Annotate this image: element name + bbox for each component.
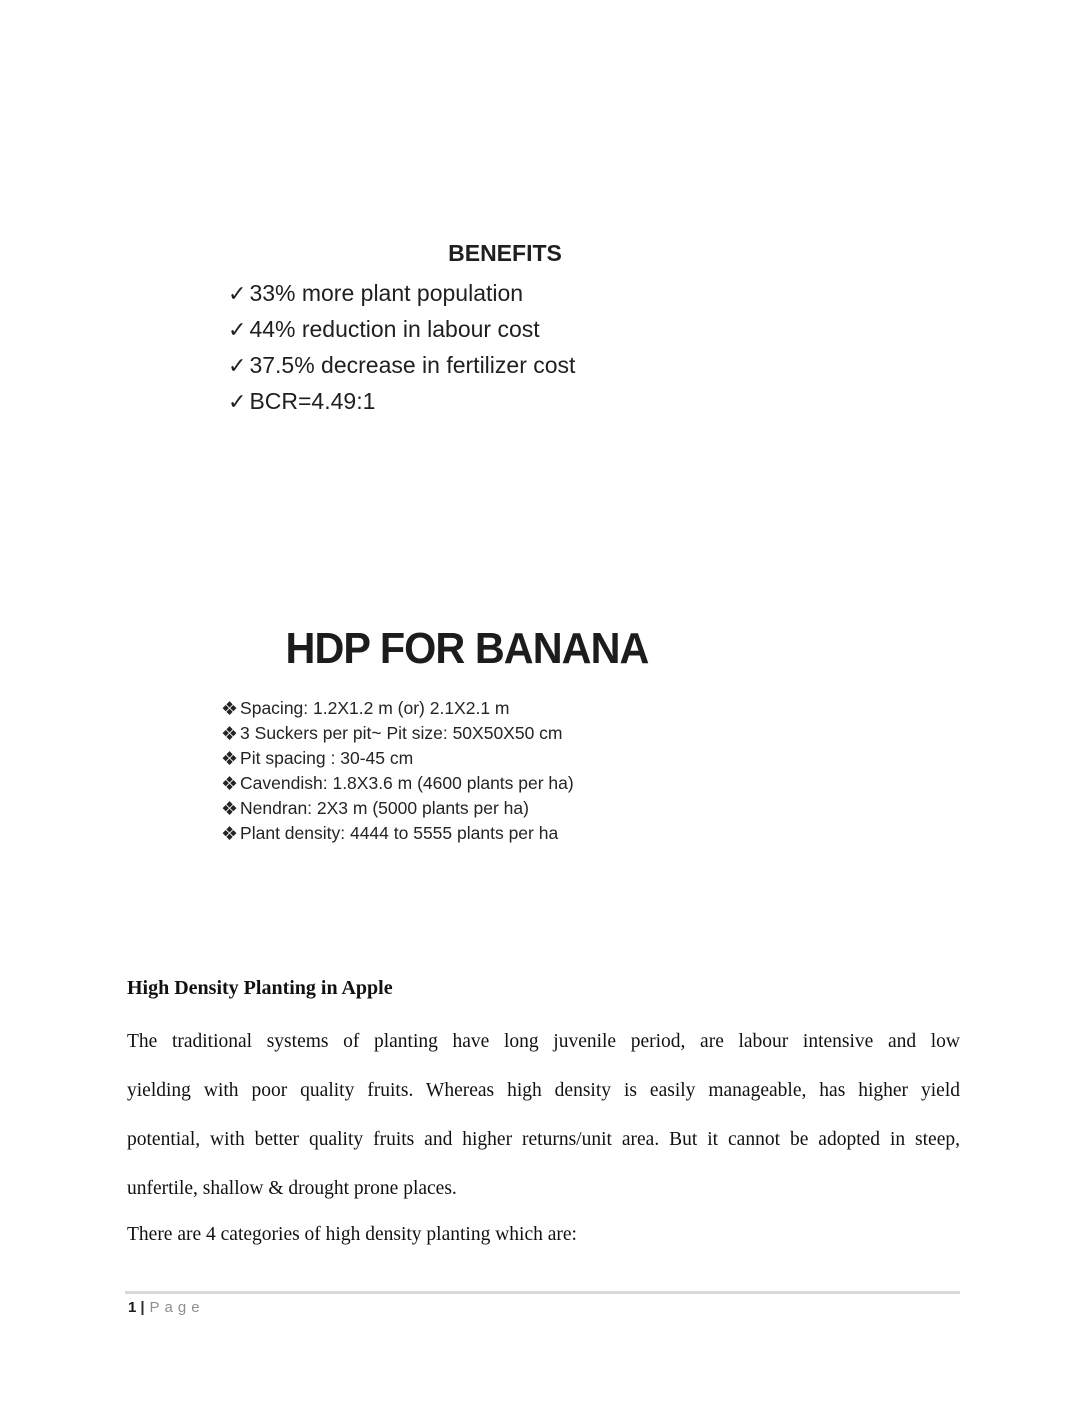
list-item-text: 33% more plant population xyxy=(249,280,524,306)
checkmark-icon: ✓ xyxy=(228,354,247,379)
banana-slide-title: HDP FOR BANANA xyxy=(285,624,649,673)
banana-list xyxy=(221,696,574,846)
paragraph-line: potential, with better quality fruits and higher returns/unit area. But it cannot be adopted in steep, xyxy=(127,1129,960,1150)
page-footer xyxy=(128,1299,205,1316)
list-item-text: BCR=4.49:1 xyxy=(249,388,376,414)
apple-heading: High Density Planting in Apple xyxy=(127,977,393,999)
list-item-text: 37.5% decrease in fertilizer cost xyxy=(249,352,576,378)
list-item xyxy=(221,771,574,796)
list-item-text: Cavendish: 1.8X3.6 m (4600 plants per ha) xyxy=(240,773,574,793)
paragraph-line: unfertile, shallow & drought prone places. xyxy=(127,1178,457,1199)
categories-line: There are 4 categories of high density planting which are: xyxy=(127,1224,577,1245)
list-item xyxy=(228,312,782,348)
diamond-bullet-icon: ❖ xyxy=(221,723,239,745)
diamond-bullet-icon: ❖ xyxy=(221,773,239,795)
apple-paragraph xyxy=(127,1017,960,1213)
checkmark-icon: ✓ xyxy=(228,318,247,343)
diamond-bullet-icon: ❖ xyxy=(221,823,239,845)
diamond-bullet-icon: ❖ xyxy=(221,698,239,720)
page-number: 1 xyxy=(128,1299,137,1316)
list-item xyxy=(221,821,574,846)
list-item-text: Spacing: 1.2X1.2 m (or) 2.1X2.1 m xyxy=(240,698,510,718)
benefits-slide-image xyxy=(228,239,782,420)
list-item xyxy=(228,384,782,420)
benefits-list xyxy=(228,276,782,420)
checkmark-icon: ✓ xyxy=(228,282,247,307)
list-item xyxy=(221,796,574,821)
list-item-text: 44% reduction in labour cost xyxy=(249,316,540,342)
footer-divider xyxy=(125,1291,960,1294)
diamond-bullet-icon: ❖ xyxy=(221,798,239,820)
list-item-text: Pit spacing : 30-45 cm xyxy=(240,748,414,768)
list-item xyxy=(221,721,574,746)
list-item xyxy=(228,348,782,384)
list-item-text: Plant density: 4444 to 5555 plants per ha xyxy=(240,823,559,843)
footer-page-label: Page xyxy=(149,1299,205,1316)
list-item xyxy=(221,746,574,771)
list-item-text: Nendran: 2X3 m (5000 plants per ha) xyxy=(240,798,529,818)
paragraph-line: The traditional systems of planting have long juvenile period, are labour intensive and low xyxy=(127,1031,960,1052)
footer-separator: | xyxy=(140,1299,145,1316)
list-item xyxy=(221,696,574,721)
diamond-bullet-icon: ❖ xyxy=(221,748,239,770)
checkmark-icon: ✓ xyxy=(228,390,247,415)
list-item xyxy=(228,276,782,312)
apple-section xyxy=(127,975,960,1250)
paragraph-line: yielding with poor quality fruits. Whereas high density is easily manageable, has higher yield xyxy=(127,1080,960,1101)
list-item-text: 3 Suckers per pit~ Pit size: 50X50X50 cm xyxy=(240,723,563,743)
benefits-title: BENEFITS xyxy=(448,240,562,266)
